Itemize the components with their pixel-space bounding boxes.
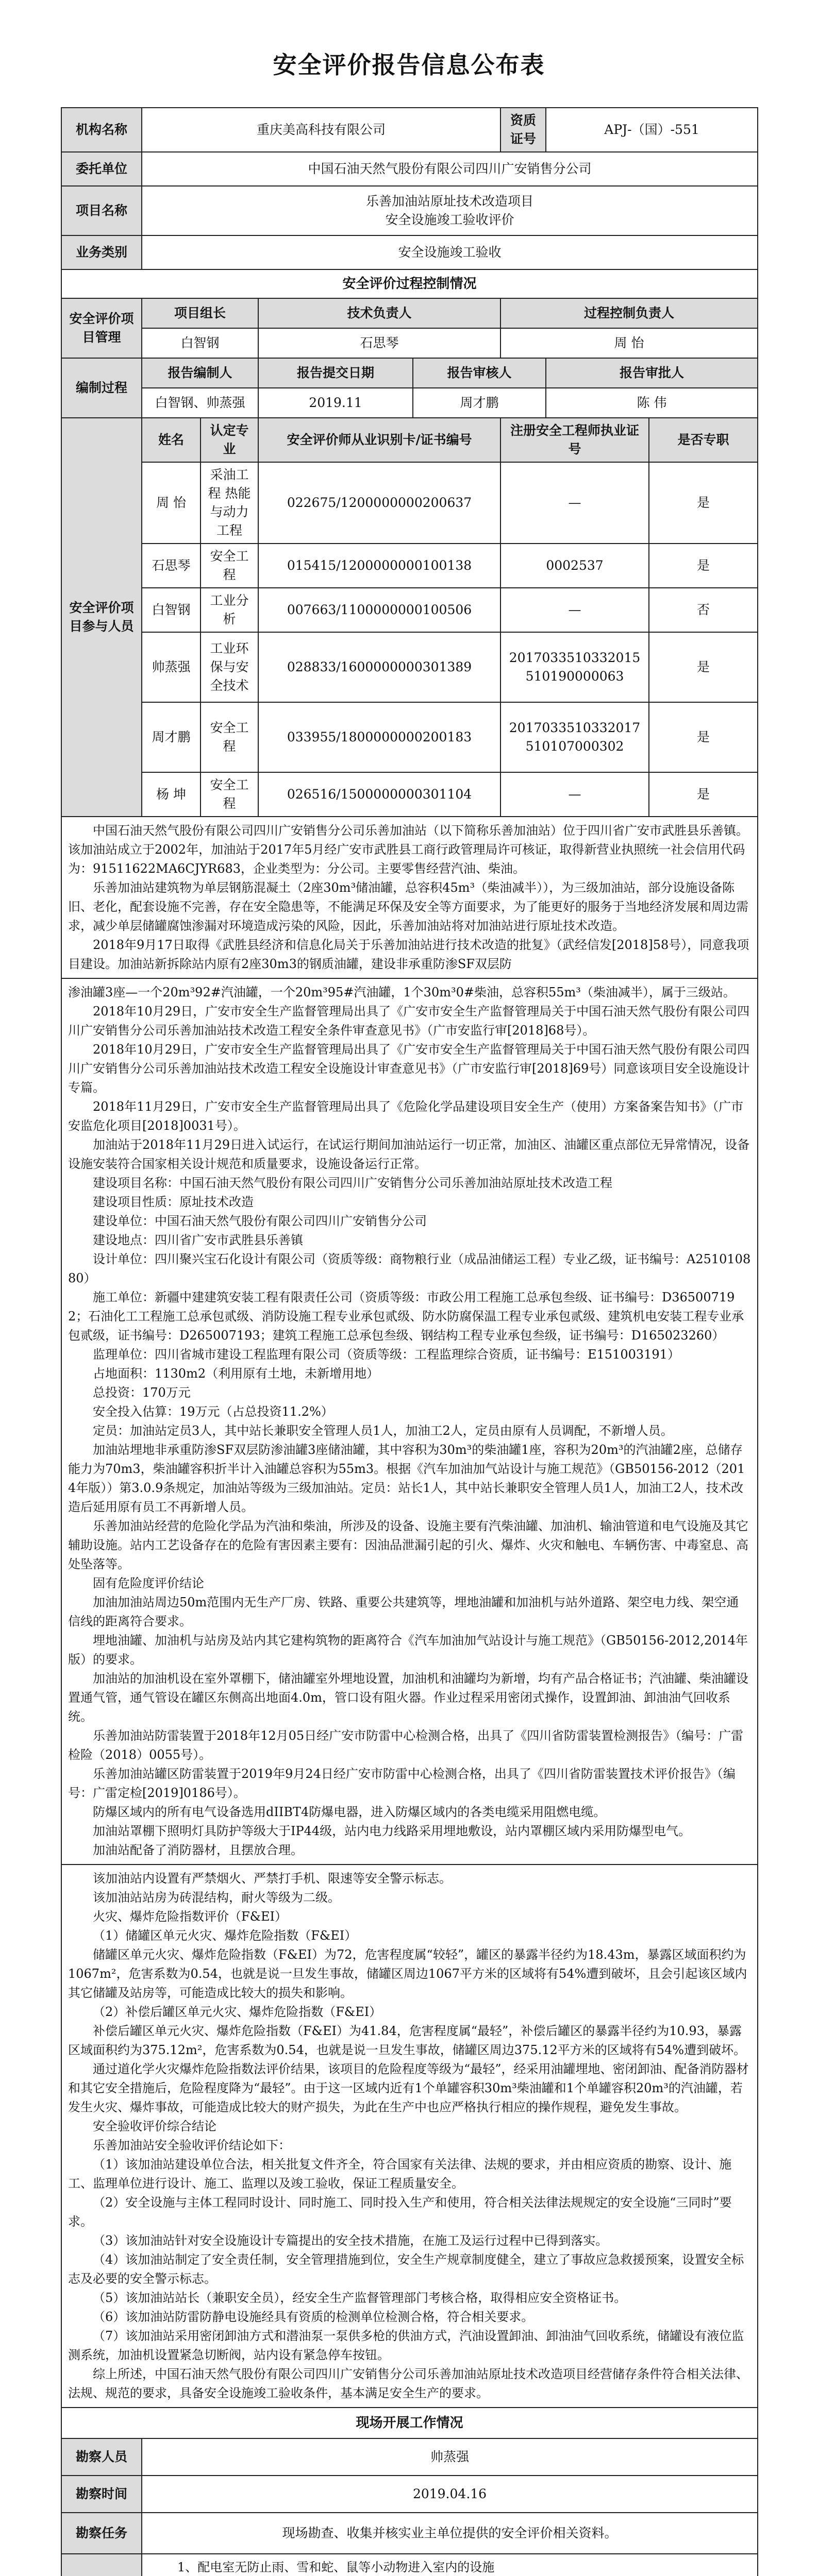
summary-paragraph: 储罐区单元火灾、爆炸危险指数（F&EI）为72，危害程度属“较轻”，罐区的暴露半径约为18.43m，暴露区域面积约为1067m²，危害系数为0.54，也就是说一旦发生事故，储罐区周边1067平方米的区域将有54%遭到破坏，且会引起该区域内其它储罐及站房等，可能造成比较大的损失和影响。 (68, 1947, 747, 2000)
reviewer-header: 报告审核人 (413, 358, 546, 388)
author-value: 白智钢、帅蒸强 (142, 388, 258, 418)
project-label: 项目名称 (61, 186, 142, 235)
member-sign: 否 (649, 588, 758, 632)
summary-paragraph: 占地面积：1130m2（利用原有土地，未新增用地） (93, 1366, 379, 1381)
approver-header: 报告审批人 (546, 358, 758, 388)
member-sign: 是 (649, 702, 758, 772)
summary-paragraph: 加油站配备了消防器材，且摆放合理。 (93, 1843, 303, 1857)
summary-paragraph: 安全验收评价综合结论 (93, 2119, 216, 2133)
ctrl-value: 周 怡 (500, 328, 758, 358)
summary-paragraph: 乐善加油站罐区防雷装置于2019年9月24日经广安市防雷中心检测合格，出具了《四川省防雷装置技术评价报告》（编号：广雷定检[2019]0186号）。 (68, 1767, 736, 1800)
summary-part-3 (61, 1865, 758, 2408)
member-sign-header: 是否专职 (649, 418, 758, 462)
submit-value: 2019.11 (258, 388, 413, 418)
member-eng-header: 注册安全工程师执业证号 (500, 418, 649, 462)
member-eng: — (500, 772, 649, 817)
member-name: 杨 坤 (142, 772, 201, 817)
info-table (61, 107, 758, 2576)
member-eng: 2017033510332015510190000063 (500, 632, 649, 702)
leader-value: 白智钢 (142, 328, 258, 358)
survey-issues-list (142, 2554, 758, 2576)
summary-paragraph: 监理单位：四川省城市建设工程监理有限公司（资质等级：工程监理综合资质，证书编号：E151003191） (93, 1347, 680, 1362)
summary-paragraph: 建设项目名称：中国石油天然气股份有限公司四川广安销售分公司乐善加油站原址技术改造工程 (93, 1176, 612, 1190)
member-row (61, 702, 758, 772)
project-value-line-1: 乐善加油站原址技术改造项目 (366, 194, 534, 209)
survey-issues-label (61, 2554, 142, 2576)
summary-paragraph: 总投资：170万元 (93, 1385, 191, 1400)
member-name-header: 姓名 (142, 418, 201, 462)
summary-paragraph: 施工单位：新疆中建建筑安装工程有限责任公司（资质等级：市政公用工程施工总承包叁级、证书编号：D365007192；石油化工工程施工总承包贰级、消防设施工程专业承包贰级、防水防腐保温工程专业承包贰级、建筑机电安装工程专业承包贰级，证书编号：D265007193；建筑工程施工总承包叁级、钢结构工程专业承包叁级，证书编号：D165023260） (68, 1290, 744, 1343)
member-major: 工业环保与安全技术 (201, 632, 258, 702)
author-header: 报告编制人 (142, 358, 258, 388)
summary-paragraph: 建设项目性质：原址技术改造 (93, 1195, 254, 1209)
member-cert: 028833/1600000000301389 (258, 632, 500, 702)
survey-section-title: 现场开展工作情况 (61, 2408, 758, 2438)
page-title: 安全评价报告信息公布表 (273, 51, 545, 79)
summary-paragraph: 该加油站站房为砖混结构，耐火等级为二级。 (93, 1890, 340, 1905)
org-value: 重庆美高科技有限公司 (142, 108, 500, 152)
biz-label: 业务类别 (61, 235, 142, 269)
survey-task-label: 勘察任务 (61, 2513, 142, 2554)
summary-paragraph: 安全投入估算：19万元（占总投资11.2%） (93, 1404, 333, 1419)
ctrl-header: 过程控制负责人 (500, 298, 758, 328)
summary-paragraph: 埋地油罐、加油机与站房及站内其它建构筑物的距离符合《汽车加油加气站设计与施工规范》（GB50156-2012,2014年版）的要求。 (68, 1633, 748, 1667)
summary-paragraph: （2）补偿后罐区单元火灾、爆炸危险指数（F&EI） (93, 2005, 382, 2019)
summary-paragraph: 防爆区域内的所有电气设备选用dIIBT4防爆电器，进入防爆区域内的各类电缆采用阻燃电缆。 (93, 1805, 606, 1819)
member-row (61, 632, 758, 702)
survey-time-value: 2019.04.16 (142, 2476, 758, 2513)
member-eng: — (500, 588, 649, 632)
member-major: 工业分析 (201, 588, 258, 632)
project-value (142, 186, 758, 235)
summary-paragraph: 补偿后罐区单元火灾、爆炸危险指数（F&EI）为41.84，危害程度属“最轻”，补偿后罐区的暴露半径约为10.93，暴露区域面积约为375.12m²，危害系数为0.54，也就是说一旦发生事故，储罐区周边375.12平方米的区域将有54%遭到破坏。 (68, 2024, 746, 2057)
surveyor-value: 帅蒸强 (142, 2438, 758, 2476)
member-eng: 0002537 (500, 544, 649, 588)
summary-paragraph: 建设单位：中国石油天然气股份有限公司四川广安销售分公司 (93, 1214, 427, 1228)
client-value: 中国石油天然气股份有限公司四川广安销售分公司 (142, 152, 758, 186)
member-major: 采油工程 热能与动力工程 (201, 462, 258, 544)
org-label: 机构名称 (61, 108, 142, 152)
summary-paragraph: （3）该加油站针对安全设施设计专篇提出的安全技术措施，在施工及运行过程中已得到落实。 (93, 2233, 608, 2248)
submit-header: 报告提交日期 (258, 358, 413, 388)
project-value-line-2: 安全设施竣工验收评价 (385, 212, 514, 227)
member-cert: 007663/1100000000100506 (258, 588, 500, 632)
summary-paragraph: （4）该加油站制定了安全责任制，安全管理措施到位，安全生产规章制度健全，建立了事故应急救援预案，设置安全标志及必要的安全警示标志。 (68, 2252, 744, 2286)
member-major: 安全工程 (201, 544, 258, 588)
member-name: 白智钢 (142, 588, 201, 632)
member-sign: 是 (649, 544, 758, 588)
member-name: 周 怡 (142, 462, 201, 544)
summary-paragraph: 加油站于2018年11月29日进入试运行，在试运行期间加油站运行一切正常，加油区、油罐区重点部位无异常情况，设备设施安装符合国家相关设计规范和质量要求，设施设备运行正常。 (68, 1138, 750, 1171)
member-row (61, 772, 758, 817)
member-cert: 015415/1200000000100138 (258, 544, 500, 588)
summary-paragraph: 2018年9月17日取得《武胜县经济和信息化局关于乐善加油站进行技术改造的批复》（武经信发[2018]58号），同意我项目建设。加油站新拆除站内原有2座30m3的钢质油罐，建设非承重防渗SF双层防 (68, 938, 749, 971)
summary-part-2 (61, 978, 758, 1865)
summary-paragraph: 通过道化学火灾爆炸危险指数法评价结果，该项目的危险程度等级为“最轻”，经采用油罐埋地、密闭卸油、配备消防器材和其它安全措施后，危险程度降为“最轻”。由于这一区域内近有1个单罐容积30m³柴油罐和1个单罐容积20m³的汽油罐，若发生火灾、爆炸事故，可能造成比较大的财产损失，为此在生产中也应严格执行相应的操作规程，避免发生事故。 (68, 2062, 749, 2114)
summary-paragraph: 乐善加油站防雷装置于2018年12月05日经广安市防雷中心检测合格，出具了《四川省防雷装置检测报告》（编号：广雷检险（2018）0055号）。 (68, 1728, 744, 1762)
members-label: 安全评价项目参与人员 (61, 418, 142, 817)
biz-value: 安全设施竣工验收 (142, 235, 758, 269)
summary-paragraph: 2018年10月29日，广安市安全生产监督管理局出具了《广安市安全生产监督管理局关于中国石油天然气股份有限公司四川广安销售分公司乐善加油站技术改造工程安全设施设计审查意见书》（广市安监行审[2018]69号）同意该项目安全设施设计专篇。 (68, 1042, 750, 1095)
summary-paragraph: 固有危险度评价结论 (93, 1576, 204, 1590)
member-name: 周才鹏 (142, 702, 201, 772)
summary-paragraph: （2）安全设施与主体工程同时设计、同时施工、同时投入生产和使用，符合相关法律法规规定的安全设施“三同时”要求。 (68, 2195, 732, 2229)
member-sign: 是 (649, 772, 758, 817)
member-major-header: 认定专业 (201, 418, 258, 462)
mgmt-label: 安全评价项目管理 (61, 298, 142, 358)
tech-header: 技术负责人 (258, 298, 500, 328)
member-major: 安全工程 (201, 702, 258, 772)
summary-paragraph: 火灾、爆炸危险指数评价（F&EI） (93, 1909, 288, 1924)
summary-paragraph: 综上所述，中国石油天然气股份有限公司四川广安销售分公司乐善加油站原址技术改造项目经营储存条件符合相关法律、法规、规范的要求，具备安全设施竣工验收条件，基本满足安全生产的要求。 (68, 2367, 748, 2400)
member-cert: 033955/1800000000200183 (258, 702, 500, 772)
summary-paragraph: 2018年11月29日，广安市安全生产监督管理局出具了《危险化学品建设项目安全生产（使用）方案备案告知书》（广市安监危化项目[2018]0031号）。 (68, 1099, 744, 1133)
member-sign: 是 (649, 462, 758, 544)
member-eng: 2017033510332017510107000302 (500, 702, 649, 772)
surveyor-label: 勘察人员 (61, 2438, 142, 2476)
cert-label: 资质证号 (500, 108, 546, 152)
survey-task-value: 现场勘查、收集并核实业主单位提供的安全评价相关资料。 (142, 2513, 758, 2554)
summary-paragraph: 渗油罐3座—一个20m³92#汽油罐，一个20m³95#汽油罐，1个30m³0#柴油，总容积55m³（柴油减半），属于三级站。 (68, 985, 736, 999)
member-eng: — (500, 462, 649, 544)
summary-paragraph: 加油站的加油机设在室外罩棚下，储油罐室外埋地设置，加油机和油罐均为新增，均有产品合格证书；汽油罐、柴油罐设置通气管，通气管设在罐区东侧高出地面4.0m，管口设有阻火器。作业过程采用密闭式操作，设置卸油、卸油油气回收系统。 (68, 1671, 748, 1724)
survey-time-label: 勘察时间 (61, 2476, 142, 2513)
member-cert: 022675/1200000000200637 (258, 462, 500, 544)
tech-value: 石思琴 (258, 328, 500, 358)
summary-paragraph: 定员：加油站定员3人，其中站长兼职安全管理人员1人，加油工2人，定员由原有人员调配，不新增人员。 (93, 1423, 673, 1438)
summary-paragraph: （1）该加油站建设单位合法，相关批复文件齐全，符合国家有关法律、法规的要求，并由相应资质的勘察、设计、施工、监理单位进行设计、施工、监理以及竣工验收，保证工程质量安全。 (68, 2157, 732, 2191)
summary-paragraph: 加油站罩棚下照明灯具防护等级大于IP44级，站内电力线路采用埋地敷设，站内罩棚区域内采用防爆型电气。 (93, 1824, 691, 1838)
process-section-title: 安全评价过程控制情况 (61, 269, 758, 298)
reviewer-value: 周才鹏 (413, 388, 546, 418)
summary-part-1 (61, 817, 758, 978)
prep-label: 编制过程 (61, 358, 142, 418)
summary-paragraph: 加油加油站周边50m范围内无生产厂房、铁路、重要公共建筑等，埋地油罐和加油机与站外道路、架空电力线、架空通信线的距离符合要求。 (68, 1595, 739, 1629)
cert-value: APJ-（国）-551 (546, 108, 758, 152)
summary-paragraph: 乐善加油站建筑物为单层钢筋混凝土（2座30m³储油罐，总容积45m³（柴油减半）），为三级加油站，部分设施设备陈旧、老化，配套设施不完善，存在安全隐患等，不能满足环保及安全等方面要求，为了能更好的服务于当地经济发展和周边需求，减少单层储罐腐蚀渗漏对环境造成污染的风险，因此，乐善加油站将对加油站进行原址技术改造。 (68, 880, 748, 933)
summary-paragraph: 建设地点：四川省广安市武胜县乐善镇 (93, 1233, 303, 1247)
approver-value: 陈 伟 (546, 388, 758, 418)
summary-paragraph: （6）该加油站防雷防静电设施经具有资质的检测单位检测合格，符合相关要求。 (93, 2310, 534, 2324)
summary-paragraph: 中国石油天然气股份有限公司四川广安销售分公司乐善加油站（以下简称乐善加油站）位于四川省广安市武胜县乐善镇。该加油站成立于2002年，加油站于2017年5月经广安市武胜县工商行政管理局许可核证，取得新营业执照统一社会信用代码为：91511622MA6CJYR683，企业类型为：分公司。主要零售经营汽油、柴油。 (68, 823, 748, 876)
leader-header: 项目组长 (142, 298, 258, 328)
member-name: 石思琴 (142, 544, 201, 588)
summary-paragraph: 设计单位：四川聚兴宝石化设计有限公司（资质等级：商物粮行业（成品油储运工程）专业乙级，证书编号：A251010880） (68, 1252, 751, 1285)
summary-paragraph: 乐善加油站经营的危险化学品为汽油和柴油，所涉及的设备、设施主要有汽柴油罐、加油机、输油管道和电气设施及其它辅助设施。站内工艺设备存在的危险有害因素主要有：因油品泄漏引起的引火、爆炸、火灾和触电、车辆伤害、中毒窒息、高处坠落等。 (68, 1519, 748, 1571)
member-sign: 是 (649, 632, 758, 702)
summary-paragraph: 加油站埋地非承重防渗SF双层防渗油罐3座储油罐，其中容积为30m³的柴油罐1座，容积为20m³的汽油罐2座，总储存能力为70m3，柴油罐容积折半计入油罐总容积为55m3。根据《汽车加油加气站设计与施工规范》（GB50156-2012（2014年版））第3.0.9条规定，加油站等级为三级加油站。定员：站长1人，其中站长兼职安全管理人员1人，加油工2人，技术改造后延用原有员工不再新增人员。 (68, 1443, 745, 1514)
summary-paragraph: 2018年10月29日，广安市安全生产监督管理局出具了《广安市安全生产监督管理局关于中国石油天然气股份有限公司四川广安销售分公司乐善加油站技术改造工程安全条件审查意见书》（广市安监行审[2018]68号）。 (68, 1004, 750, 1038)
summary-paragraph: 该加油站内设置有严禁烟火、严禁打手机、限速等安全警示标志。 (93, 1871, 452, 1886)
summary-paragraph: （7）该加油站采用密闭卸油方式和潜油泵一泵供多枪的供油方式，汽油设置卸油、卸油油气回收系统，储罐设有液位监测系统，加油机设置紧急切断阀，站内设有紧急停车按钮。 (68, 2329, 744, 2362)
summary-paragraph: （5）该加油站站长（兼职安全员），经安全生产监督管理部门考核合格，取得相应安全资格证书。 (93, 2291, 627, 2305)
summary-paragraph: 乐善加油站安全验收评价结论如下： (93, 2138, 291, 2153)
member-row (61, 462, 758, 544)
member-major: 安全工程 (201, 772, 258, 817)
member-name: 帅蒸强 (142, 632, 201, 702)
member-cert-header: 安全评价师从业识别卡/证书编号 (258, 418, 500, 462)
list-item: 1、配电室无防止雨、雪和蛇、鼠等小动物进入室内的设施 (177, 2560, 495, 2574)
member-row (61, 588, 758, 632)
client-label: 委托单位 (61, 152, 142, 186)
member-cert: 026516/1500000000301104 (258, 772, 500, 817)
member-row (61, 544, 758, 588)
summary-paragraph: （1）储罐区单元火灾、爆炸危险指数（F&EI） (93, 1928, 357, 1943)
